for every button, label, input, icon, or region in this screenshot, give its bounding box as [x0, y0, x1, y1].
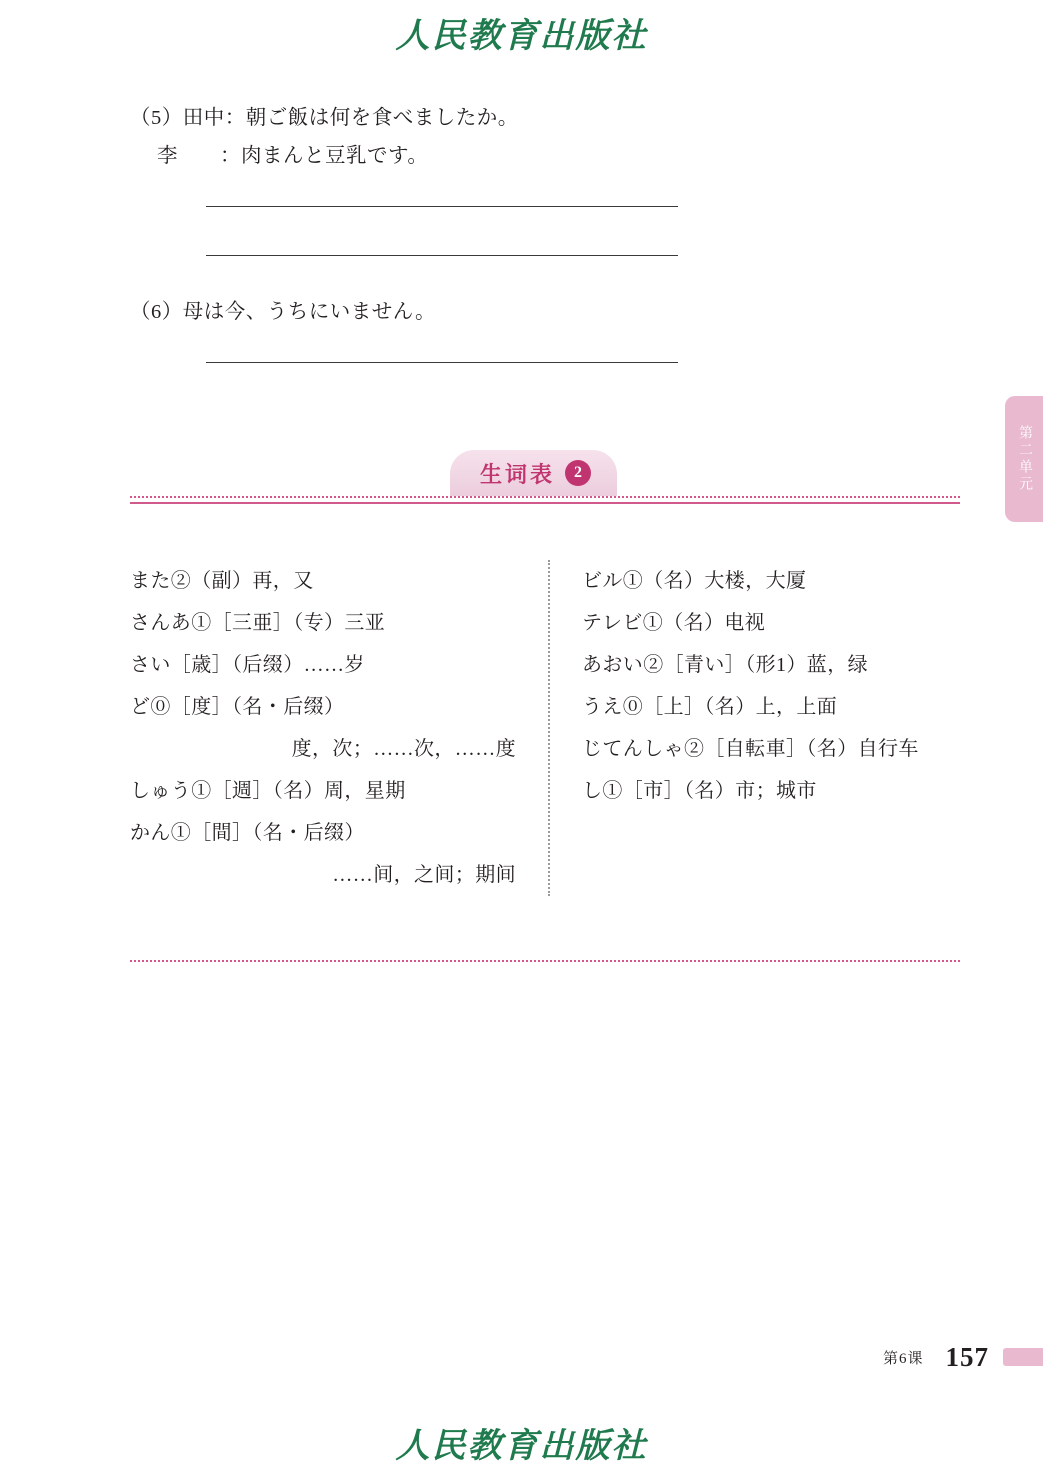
exercise-line: （5）田中：朝ご飯は何を食べましたか。	[130, 107, 519, 129]
exercise-section	[130, 100, 830, 367]
unit-tab-label: 第二单元	[1017, 425, 1032, 493]
vocabulary-entry: うえ⓪［上］（名）上，上面	[582, 696, 838, 718]
section-divider-dotted	[130, 496, 960, 498]
vocabulary-entry: ビル①（名）大楼，大厦	[582, 570, 807, 592]
publisher-logo-top: 人民教育出版社	[395, 18, 648, 55]
section-title: 生词表	[480, 461, 556, 487]
vocabulary-entry: さい［歳］（后缀）……岁	[130, 654, 365, 676]
vocabulary-entry: あおい②［青い］（形1）蓝，绿	[582, 654, 868, 676]
publisher-logo-bottom: 人民教育出版社	[395, 1428, 648, 1465]
answer-rule	[206, 255, 678, 256]
section-number-badge: 2	[565, 460, 591, 486]
lesson-label: 第6课	[882, 1350, 924, 1367]
section-divider-solid	[130, 502, 960, 504]
exercise-item-6	[130, 294, 830, 363]
vocabulary-entry: テレビ①（名）电视	[582, 612, 766, 634]
spacer	[130, 260, 830, 294]
page-footer	[803, 1340, 1043, 1374]
unit-tab	[1005, 396, 1043, 522]
vocabulary-entry: かん①［間］（名・后缀）	[130, 822, 365, 844]
vocabulary-entry-continuation: ……间，之间；期间	[332, 864, 516, 886]
footer-color-swatch	[1003, 1348, 1043, 1366]
section-pill	[450, 450, 617, 496]
vocabulary-entry: さんあ①［三亜］（专）三亚	[130, 612, 386, 634]
exercise-line: （6）母は今、うちにいません。	[130, 300, 436, 323]
exercise-line: 李 ：肉まんと豆乳です。	[157, 144, 429, 167]
vocabulary-entry: しゅう①［週］（名）周，星期	[130, 780, 406, 802]
vocabulary-entry: ど⓪［度］（名・后缀）	[130, 696, 345, 718]
section-pill-wrap	[130, 450, 960, 496]
vocabulary-column-right	[550, 560, 970, 896]
vocabulary-entry: し①［市］（名）市；城市	[582, 780, 817, 802]
answer-rule	[206, 362, 678, 363]
page-number: 157	[945, 1341, 989, 1372]
vocabulary-entry: また②（副）再，又	[130, 570, 314, 592]
section-bottom-divider	[130, 960, 960, 962]
section-header	[130, 450, 960, 504]
vocabulary-list	[130, 560, 960, 896]
vocabulary-entry: じてんしゃ②［自転車］（名）自行车	[582, 738, 919, 760]
vocabulary-entry-continuation: 度，次；……次，……度	[291, 738, 516, 760]
vocabulary-column-left	[130, 560, 550, 896]
exercise-item-5	[130, 100, 830, 256]
answer-rule	[206, 206, 678, 207]
